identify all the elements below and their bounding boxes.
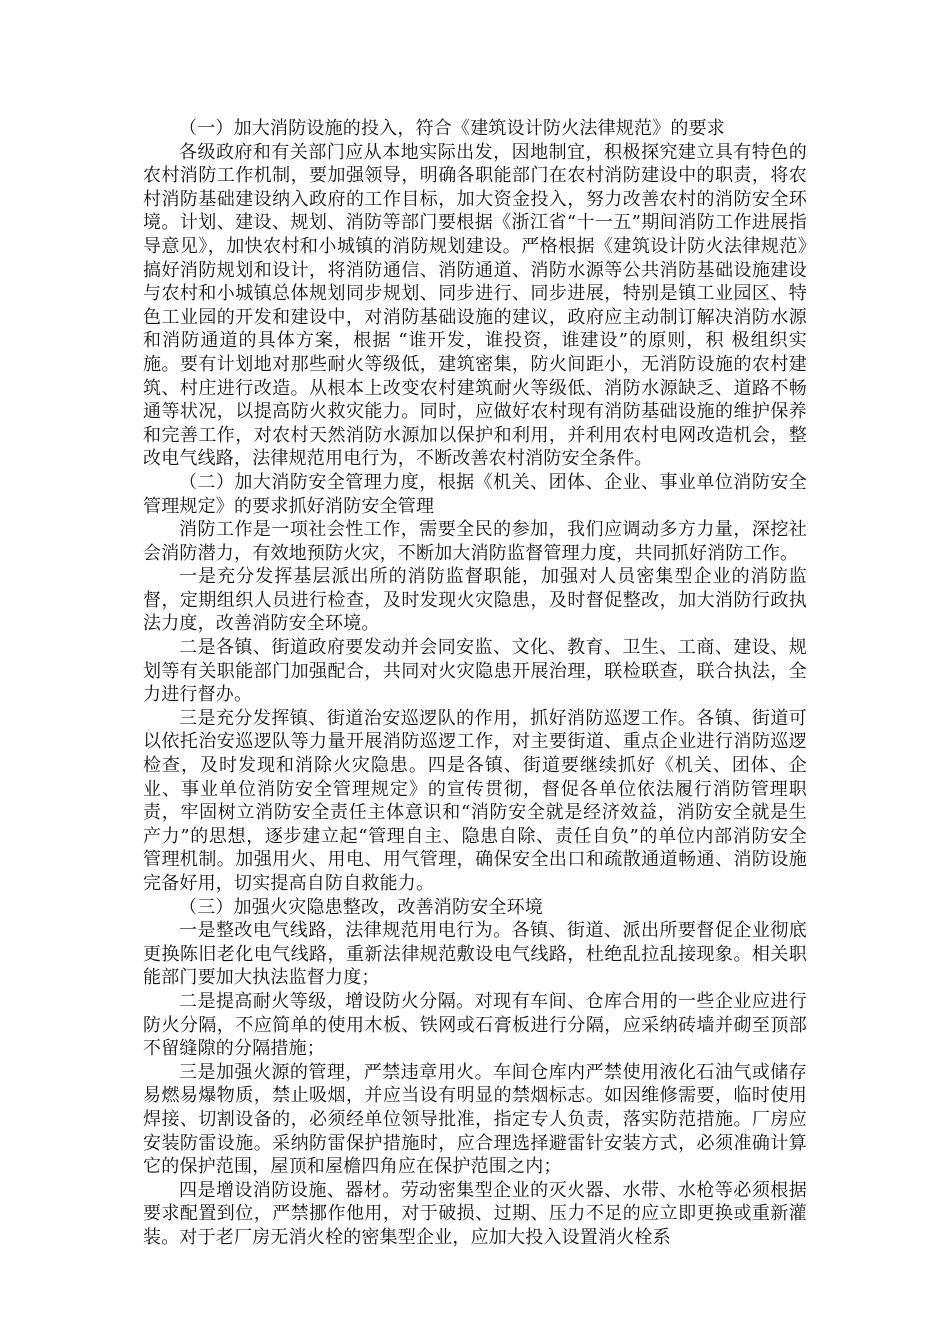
body-paragraph: 四是增设消防设施、器材。劳动密集型企业的灭火器、水带、水枪等必须根据要求配置到位，严禁挪作他用，对于破损、过期、压力不足的应立即更换或重新灌装。对于老厂房无消火栓的密集型企业，应加大投入设置消火栓系 — [143, 1179, 807, 1248]
body-paragraph: 各级政府和有关部门应从本地实际出发，因地制宜，积极探究建立具有特色的农村消防工作机制，要加强领导，明确各职能部门在农村消防建设中的职责，将农村消防基础建设纳入政府的工作目标，加大资金投入，努力改善农村的消防安全环境。计划、建设、规划、消防等部门要根据《浙江省“十一五”期间消防工作进展指导意见》，加快农村和小城镇的消防规划建设。严格根据《建筑设计防火法律规范》搞好消防规划和设计，将消防通信、消防通道、消防水源等公共消防基础设施建设与农村和小城镇总体规划同步规划、同步进行、同步进展，特别是镇工业园区、特色工业园的开发和建设中，对消防基础设施的建议，政府应主动制订解决消防水源和消防通道的具体方案，根据 “谁开发，谁投资，谁建设”的原则，积 极组织实施。要有计划地对那些耐火等级低，建筑密集，防火间距小，无消防设施的农村建筑、村庄进行改造。从根本上改变农村建筑耐火等级低、消防水源缺乏、道路不畅通等状况，以提高防火救灾能力。同时，应做好农村现有消防基础设施的维护保养和完善工作，对农村天然消防水源加以保护和利用，并利用农村电网改造机会，整改电气线路，法律规范用电行为，不断改善农村消防安全条件。 — [143, 141, 807, 470]
body-paragraph: 三是充分发挥镇、街道治安巡逻队的作用，抓好消防巡逻工作。各镇、街道可以依托治安巡逻队等力量开展消防巡逻工作，对主要街道、重点企业进行消防巡逻检查，及时发现和消除火灾隐患。四是各镇、街道要继续抓好《机关、团体、企业、事业单位消防安全管理规定》的宣传贯彻，督促各单位依法履行消防管理职责，牢固树立消防安全责任主体意识和“消防安全就是经济效益，消防安全就是生产力”的思想，逐步建立起“管理自主、隐患自除、责任自负”的单位内部消防安全管理机制。加强用火、用电、用气管理，确保安全出口和疏散通道畅通、消防设施完备好用，切实提高自防自救能力。 — [143, 707, 807, 894]
body-paragraph: 一是整改电气线路，法律规范用电行为。各镇、街道、派出所要督促企业彻底更换陈旧老化电气线路，重新法律规范敷设电气线路，杜绝乱拉乱接现象。相关职能部门要加大执法监督力度； — [143, 920, 807, 989]
body-paragraph: 二是各镇、街道政府要发动并会同安监、文化、教育、卫生、工商、建设、规划等有关职能部门加强配合，共同对火灾隐患开展治理，联检联查，联合执法，全力进行督办。 — [143, 637, 807, 706]
body-paragraph: 三是加强火源的管理，严禁违章用火。车间仓库内严禁使用液化石油气或储存易燃易爆物质，禁止吸烟，并应当设有明显的禁烟标志。如因维修需要，临时使用焊接、切割设备的，必须经单位领导批准，指定专人负责，落实防范措施。厂房应安装防雷设施。采纳防雷保护措施时，应合理选择避雷针安装方式，必须准确计算它的保护范围，屋顶和屋檐四角应在保护范围之内； — [143, 1061, 807, 1178]
document-page — [143, 117, 807, 1250]
body-paragraph: 一是充分发挥基层派出所的消防监督职能，加强对人员密集型企业的消防监督，定期组织人员进行检查，及时发现火灾隐患，及时督促整改，加大消防行政执法力度，改善消防安全环境。 — [143, 566, 807, 635]
body-paragraph: 消防工作是一项社会性工作，需要全民的参加，我们应调动多方力量，深挖社会消防潜力，有效地预防火灾，不断加大消防监督管理力度，共同抓好消防工作。 — [143, 519, 807, 564]
section-heading-1: （一）加大消防设施的投入，符合《建筑设计防火法律规范》的要求 — [179, 118, 725, 139]
body-paragraph: 二是提高耐火等级，增设防火分隔。对现有车间、仓库合用的一些企业应进行防火分隔，不应简单的使用木板、铁网或石膏板进行分隔，应采纳砖墙并砌至顶部不留缝隙的分隔措施； — [143, 990, 807, 1060]
section-heading-2: （二）加大消防安全管理力度，根据《机关、团体、企业、事业单位消防安全管理规定》的要求抓好消防安全管理 — [143, 471, 807, 517]
section-heading-3: （三）加强火灾隐患整改，改善消防安全环境 — [179, 896, 543, 918]
